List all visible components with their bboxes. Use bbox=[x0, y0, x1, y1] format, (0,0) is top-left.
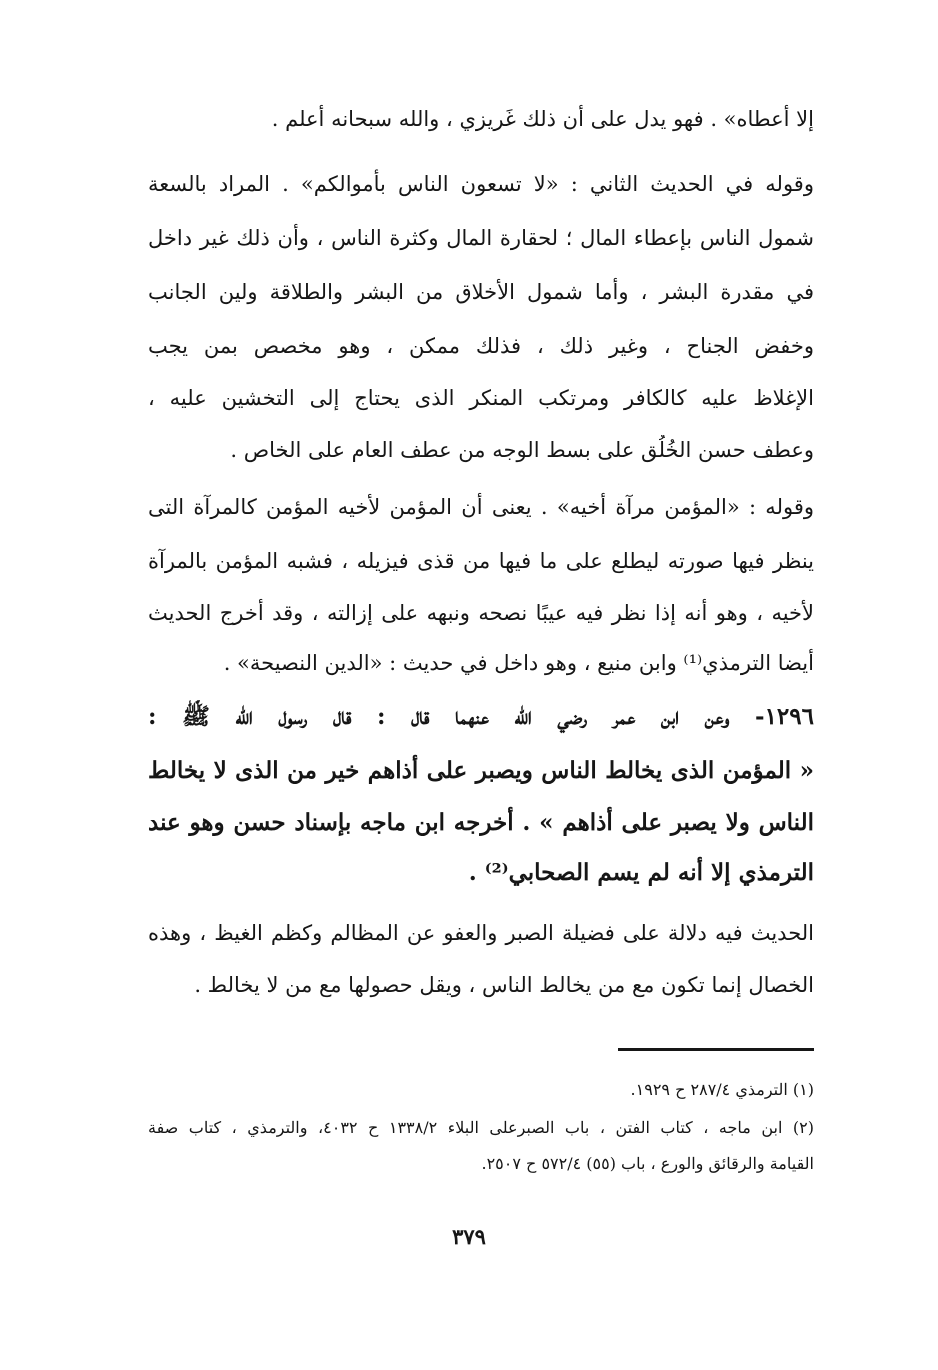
footnote-2: (٢) ابن ماجه ، كتاب الفتن ، باب الصبرعلى البلاء ١٣٣٨/٢ ح ٤٠٣٢، والترمذي ، كتاب صفة bbox=[148, 1118, 814, 1137]
hadith-line: ١٢٩٦- وعن ابن عمر رضي الله عنهما قال : قال رسول الله ﷺ : bbox=[148, 703, 814, 730]
text-line: وقوله : «المؤمن مرآة أخيه» . يعنى أن المؤمن لأخيه المؤمن كالمرآة التى bbox=[148, 495, 814, 519]
text-line: الحديث فيه دلالة على فضيلة الصبر والعفو عن المظالم وكظم الغيظ ، وهذه bbox=[148, 921, 814, 945]
text-line: الخصال إنما تكون مع من يخالط الناس ، ويقل حصولها مع من لا يخالط . bbox=[194, 973, 814, 997]
text-line: وعطف حسن الخُلُق على بسط الوجه من عطف العام على الخاص . bbox=[230, 438, 814, 462]
hadith-line: الترمذي إلا أنه لم يسم الصحابي⁽²⁾ . bbox=[468, 859, 814, 886]
hadith-line: « المؤمن الذى يخالط الناس ويصبر على أذاهم خير من الذى لا يخالط bbox=[148, 757, 814, 784]
text-line: أيضا الترمذي⁽¹⁾ وابن منيع ، وهو داخل في حديث : «الدين النصيحة» . bbox=[223, 651, 814, 675]
text-line: لأخيه ، وهو أنه إذا نظر فيه عيبًا نصحه ونبهه على إزالته ، وقد أخرج الحديث bbox=[148, 601, 814, 625]
text-line: وقوله في الحديث الثاني : «لا تسعون الناس بأموالكم» . المراد بالسعة bbox=[148, 172, 814, 196]
hadith-line: الناس ولا يصبر على أذاهم » . أخرجه ابن ماجه بإسناد حسن وهو عند bbox=[148, 809, 814, 836]
text-line: شمول الناس بإعطاء المال ؛ لحقارة المال وكثرة الناس ، وأن ذلك غير داخل bbox=[148, 226, 814, 250]
text-line: إلا أعطاه» . فهو يدل على أن ذلك غَريزي ، والله سبحانه أعلم . bbox=[271, 107, 814, 131]
text-line: وخفض الجناح ، وغير ذلك ، فذلك ممكن ، وهو مخصص بمن يجب bbox=[148, 334, 814, 358]
text-line: الإغلاظ عليه كالكافر ومرتكب المنكر الذى يحتاج إلى التخشين عليه ، bbox=[148, 386, 814, 410]
text-line: في مقدرة البشر ، وأما شمول الأخلاق من البشر والطلاقة ولين الجانب bbox=[148, 280, 814, 304]
page-number: ٣٧٩ bbox=[452, 1224, 486, 1249]
footnote-2-continued: القيامة والرقائق والورع ، باب (٥٥) ٥٧٢/٤ ح ٢٥٠٧. bbox=[481, 1154, 814, 1173]
text-line: ينظر فيها صورته ليطلع على ما فيها من قذى فيزيله ، فشبه المؤمن بالمرآة bbox=[148, 549, 814, 573]
footnote-1: (١) الترمذي ٢٨٧/٤ ح ١٩٢٩. bbox=[630, 1080, 814, 1099]
footnote-divider bbox=[618, 1048, 814, 1051]
